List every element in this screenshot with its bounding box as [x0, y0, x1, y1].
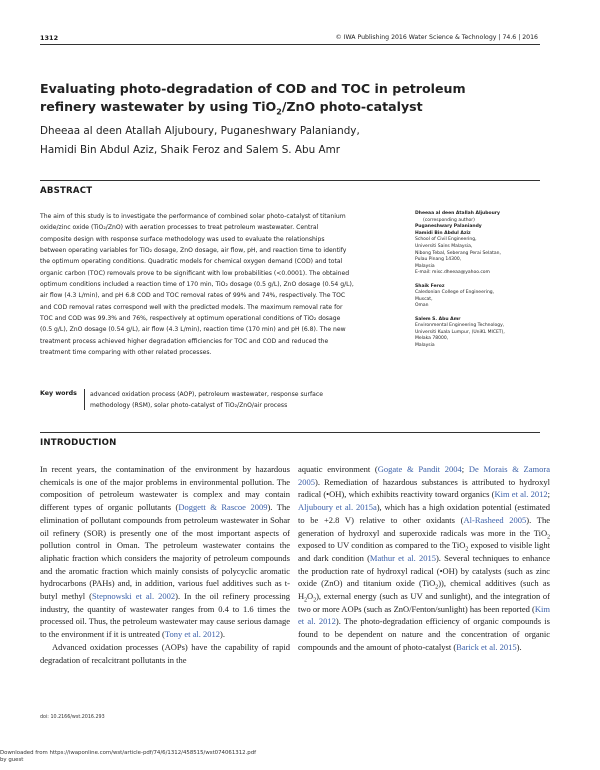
keywords-divider	[84, 389, 85, 410]
citation-link[interactable]: Gogate & Pandit 2004	[377, 464, 462, 474]
abstract-line: air flow (4.3 L/min), and pH 6.8 COD and TOC removal rates of 99% and 74%, respectively. The TOC	[40, 292, 346, 300]
affil-author: Hamidi Bin Abdul Aziz	[415, 230, 471, 236]
paragraph	[40, 463, 290, 641]
abstract-line: (0.5 g/L), ZnO dosage (0.54 g/L), air flow (4.3 L/min), reaction time (170 min) and pH (6.8). The new	[40, 326, 346, 334]
text-run: aquatic environment (	[298, 464, 378, 474]
title-subscript: 2	[276, 107, 282, 117]
affil-author: Salem S. Abu Amr	[415, 316, 461, 322]
affil-line: Pulau Pinang 14300,	[415, 257, 462, 263]
body-column-left	[40, 463, 290, 666]
affil-line: Universiti Kuala Lumpur, (UniKL MICET),	[415, 329, 505, 335]
affil-line: Environmental Engineering Technology,	[415, 323, 505, 329]
paragraph	[298, 463, 550, 654]
text-run: ). Remediation of hazardous substances is attributed to hydroxyl radical (•OH), which exhibits reactivity toward organics (	[298, 476, 550, 500]
text-run: ;	[461, 464, 469, 474]
citation-link[interactable]: Doggett & Rascoe 2009	[178, 502, 268, 513]
introduction-heading: INTRODUCTION	[40, 438, 117, 448]
paragraph: Advanced oxidation processes (AOPs) have the capability of rapid degradation of recalcitrant pollutants in the	[40, 641, 290, 665]
title-line-2	[40, 98, 470, 116]
subscript: 2	[547, 534, 550, 541]
citation-link[interactable]: Tony et al. 2012	[164, 629, 220, 640]
abstract-line: optimum conditions included a reaction time of 170 min, TiO₂ dosage (0.5 g/L), ZnO dosage (0.54 g/L),	[40, 281, 354, 289]
footer-line: by guest	[0, 756, 24, 763]
text-run: )), chemical additives (such as H	[298, 578, 550, 602]
citation-link[interactable]: Kim et al. 2012	[494, 489, 548, 500]
affil-gap	[415, 277, 545, 284]
affil-note: (corresponding author)	[423, 217, 475, 223]
doi: doi: 10.2166/wst.2016.293	[40, 715, 105, 720]
abstract-line: treatment time comparing with other related processes.	[40, 349, 212, 357]
abstract-line: organic carbon (TOC) removals prove to be significant with low probabilities (<0.0001). The obtained	[40, 269, 350, 277]
keywords-text	[90, 389, 400, 411]
text-run: In recent years, the contamination of the environment by hazardous chemicals is one of the major problems in environmental pollution. The composition of petroleum wastewater is complex and may contain different types of organic pollutants (	[40, 464, 290, 513]
affil-gap	[415, 310, 545, 317]
abstract-rule	[40, 180, 540, 181]
text-run: ).	[516, 641, 522, 652]
keywords-label: Key words	[40, 390, 77, 397]
text-run: exposed to UV condition as compared to the TiO	[298, 540, 466, 551]
title-line-1: Evaluating photo-degradation of COD and TOC in petroleum	[40, 81, 466, 96]
text-run: ). Several techniques to enhance the production rate of hydroxyl radical (•OH) by catalysts (such as zinc oxide (ZnO) and titanium oxide (TiO	[298, 552, 550, 589]
subscript: 2	[435, 585, 439, 592]
text-run: exposed to visible light and dark condition (	[298, 540, 550, 563]
abstract-body	[40, 211, 395, 358]
page-number: 1312	[40, 34, 59, 42]
affil-line: Oman	[415, 303, 429, 309]
introduction-rule	[40, 432, 540, 433]
affil-email: E-mail: misc.dheeaa@yahoo.com	[415, 270, 490, 276]
abstract-line: oxide/zinc oxide (TiO₂/ZnO) with aeration processes to treat petroleum wastewater. Central	[40, 224, 319, 232]
subscript: 2	[304, 597, 308, 604]
authors-line-2: Hamidi Bin Abdul Aziz, Shaik Feroz and Salem S. Abu Amr	[40, 144, 340, 156]
header-rule	[40, 44, 540, 45]
text-run: O	[307, 591, 314, 602]
title-part: refinery wastewater by using TiO	[40, 99, 277, 114]
affil-line: Universiti Sains Malaysia,	[415, 243, 473, 249]
affil-author: Dheeaa al deen Atallah Aljuboury	[415, 211, 500, 216]
text-run: ), external energy (such as UV and sunlight), and the integration of two or more AOPs (such as ZnO/Fenton/sunlight) has been reported (	[298, 591, 550, 614]
affiliations	[415, 211, 545, 349]
text-run: ). The photo-degradation efficiency of organic compounds is found to be dependent on nature and the concentration of organic compounds and the amount of photo-catalyst (	[298, 616, 550, 652]
abstract-line: between operating variables for TiO₂ dosage, ZnO dosage, air flow, pH, and reaction time to identify	[40, 247, 347, 255]
affil-line: School of Civil Engineering,	[415, 237, 477, 243]
affil-line: Caledonian College of Engineering,	[415, 290, 495, 296]
affil-line: Malaysia	[415, 342, 435, 348]
text-run: ), which has a high oxidation potential (estimated to be +2.8 V) relative to other oxidants (	[298, 502, 550, 525]
authors-line-1: Dheeaa al deen Atallah Aljuboury, Puganeshwary Palaniandy,	[40, 125, 360, 137]
affil-line: Muscat,	[415, 296, 433, 302]
title-part: /ZnO photo-catalyst	[281, 99, 423, 114]
keywords-line-2: methodology (RSM), solar photo-catalyst of TiO₂/ZnO/air process	[90, 402, 288, 409]
article-title	[40, 80, 470, 116]
author-list	[40, 122, 500, 160]
text-run: ). The generation of hydroxyl and superoxide radicals was more in the TiO	[298, 514, 550, 538]
citation-link[interactable]: Mathur et al. 2015	[369, 552, 436, 563]
subscript: 2	[465, 546, 469, 553]
abstract-line: treatment process achieved higher degradation efficiencies for TOC and COD and reduced the	[40, 337, 329, 345]
text-run: ).	[220, 629, 225, 640]
citation-link[interactable]: Stepnowski et al. 2002	[91, 591, 176, 602]
subscript: 2	[313, 597, 317, 604]
citation-link[interactable]: De Morais & Zamora 2005	[298, 464, 550, 487]
affil-author: Puganeshwary Palaniandy	[415, 224, 482, 230]
abstract-line: the optimum operating conditions. Quadratic models for chemical oxygen demand (COD) and total	[40, 258, 343, 266]
text-run: ;	[547, 489, 550, 500]
keywords-line-1: advanced oxidation process (AOP), petroleum wastewater, response surface	[90, 391, 323, 398]
download-footer	[0, 750, 256, 763]
abstract-line: TOC and COD was 99.3% and 76%, respectively at optimum operational conditions of TiO₂ dosage	[40, 315, 341, 323]
abstract-line: composite design with response surface methodology was used to evaluate the relationships	[40, 235, 325, 243]
affil-line: Melaka 78000,	[415, 336, 449, 342]
text-run: ). The elimination of pollutant compounds from petroleum wastewater in Sohar oil refinery (SOR) is presently one of the most important aspects of pollution control in Oman. The petroleum wastewater contains the aliphatic fraction which considers the majority of petroleum compounds and the aromatic fraction which mainly consists of polycyclic aromatic hydrocarbons (PAHs) and, in addition, various fuel additives such as t-butyl methyl (	[40, 502, 290, 602]
citation-link[interactable]: Kim et al. 2012	[298, 603, 550, 627]
text-run: ). In the oil refinery processing industry, the quantity of wastewater ranges from 0.4 to 1.6 times the processed oil. Thus, the petroleum wastewater may cause serious damage to the environment if it is untreated (	[40, 591, 290, 640]
citation-link[interactable]: Aljuboury et al. 2015a	[298, 502, 377, 513]
journal-header: © IWA Publishing 2016 Water Science & Technology | 74.6 | 2016	[335, 34, 538, 41]
footer-line: Downloaded from https://iwaponline.com/wst/article-pdf/74/6/1312/458515/wst074061312.pdf	[0, 750, 257, 756]
abstract-line: and COD removal rates correspond well with the predicted models. The maximum removal rate for	[40, 303, 343, 311]
abstract-line: The aim of this study is to investigate the performance of combined solar photo-catalyst of titanium	[40, 213, 346, 220]
body-column-right	[298, 463, 550, 654]
affil-author: Shaik Feroz	[415, 283, 445, 289]
affil-line: Nibong Tebal, Seberang Perai Selatan,	[415, 250, 501, 256]
citation-link[interactable]: Al-Rasheed 2005	[463, 514, 527, 525]
affil-line: Malaysia	[415, 263, 435, 269]
citation-link[interactable]: Barick et al. 2015	[456, 641, 517, 652]
abstract-heading: ABSTRACT	[40, 186, 93, 196]
